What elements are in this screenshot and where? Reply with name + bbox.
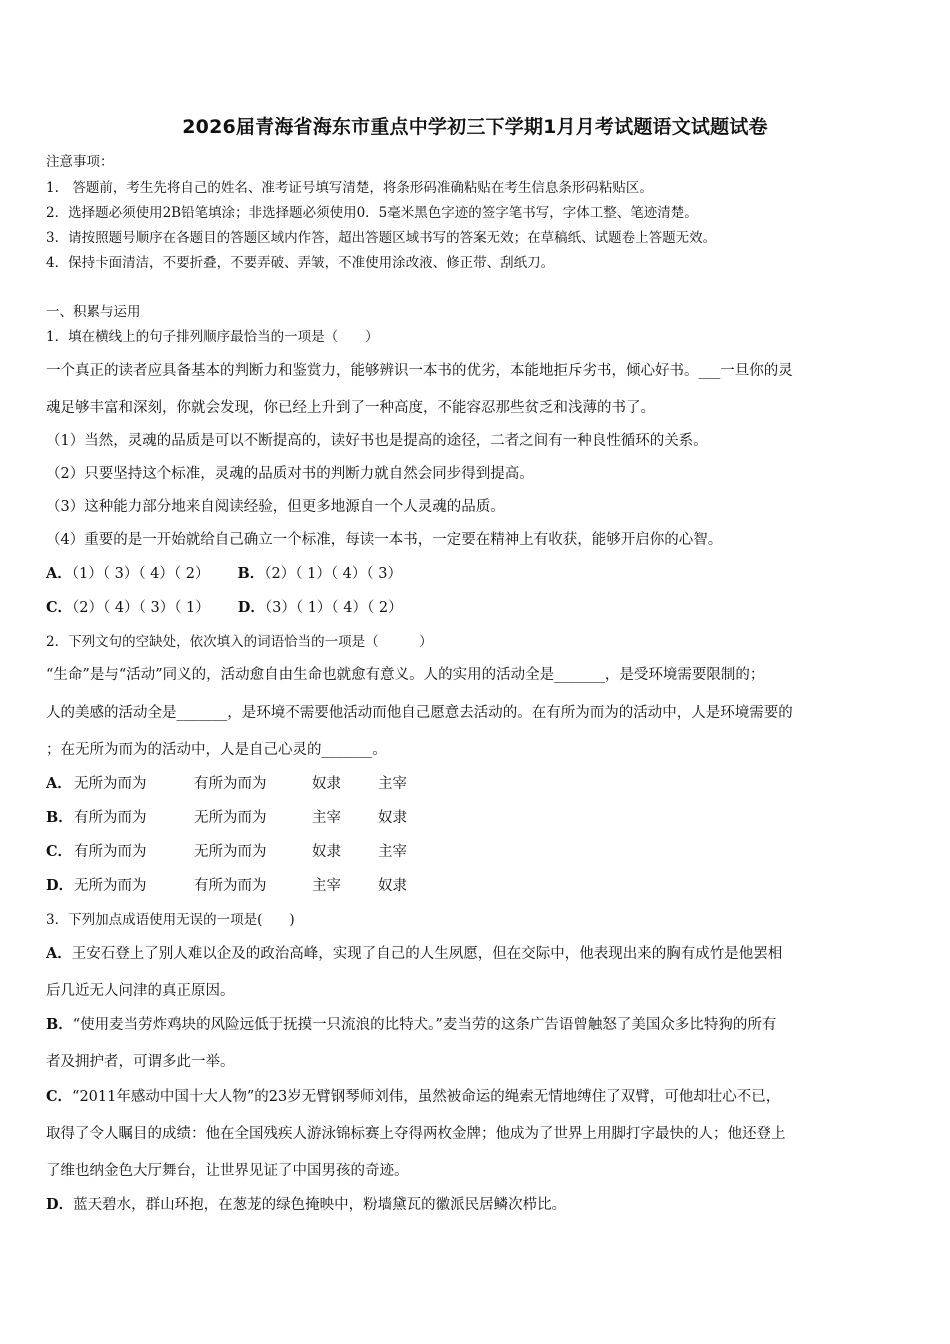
notice-item: 3．请按照题号顺序在各题目的答题区域内作答，超出答题区域书写的答案无效；在草稿纸、试题卷上答题无效。: [46, 230, 717, 246]
option-a-text: 王安石登上了别人难以企及的政治高峰，实现了自己的人生夙愿，但在交际中，他表现出来的胸有成竹是他罢相: [71, 946, 783, 962]
q3-option-b-cont: 者及拥护者，可谓多此一举。: [46, 1054, 235, 1070]
q2-stem: 2．下列文句的空缺处，依次填入的词语恰当的一项是（ ）: [46, 634, 433, 650]
notice-item: 4．保持卡面清洁，不要折叠，不要弄破、弄皱，不准使用涂改液、修正带、刮纸刀。: [46, 255, 555, 271]
option-word: 无所为而为: [194, 810, 267, 826]
option-label: D．: [46, 877, 74, 894]
option-d-text: 蓝天碧水，群山环抱，在葱茏的绿色掩映中，粉墙黛瓦的徽派民居鳞次栉比。: [73, 1197, 567, 1213]
option-word: 奴隶: [312, 776, 341, 792]
option-b-text: “使用麦当劳炸鸡块的风险远低于抚摸一只流浪的比特犬。”麦当劳的这条广告语曾触怒了美国众多比特狗的所有: [72, 1017, 777, 1033]
q2-passage-line: ；在无所为而为的活动中，人是自己心灵的_______。: [46, 742, 387, 758]
option-label: D．: [46, 1196, 74, 1213]
q2-option-row: [46, 774, 906, 794]
q1-passage-line: 一个真正的读者应具备基本的判断力和鉴赏力，能够辨识一本书的优劣，本能地拒斥劣书，倾心好书。___一旦你的灵: [46, 363, 793, 379]
option-word: 有所为而为: [194, 776, 267, 792]
option-label: C．: [46, 843, 73, 860]
exam-title: 2026届青海省海东市重点中学初三下学期1月月考试题语文试题试卷: [182, 116, 768, 138]
option-word: 奴隶: [378, 878, 407, 894]
q2-passage-line: 人的美感的活动全是_______，是环境不需要他活动而他自己愿意去活动的。在有所为而为的活动中，人是环境需要的: [46, 705, 793, 721]
q1-options-row: [46, 598, 906, 618]
q3-option-a-line: [46, 944, 906, 964]
option-word: 有所为而为: [74, 810, 147, 826]
q3-option-c-cont: 取得了令人瞩目的成绩：他在全国残疾人游泳锦标赛上夺得两枚金牌；他成为了世界上用脚打字最快的人；他还登上: [46, 1126, 786, 1142]
option-word: 无所为而为: [194, 844, 267, 860]
option-label: B．: [46, 809, 73, 826]
q1-sentence: （2）只要坚持这个标准，灵魂的品质对书的判断力就自然会同步得到提高。: [46, 466, 534, 482]
q3-stem: 3．下列加点成语使用无误的一项是( ): [46, 912, 295, 928]
option-word: 主宰: [312, 810, 341, 826]
q1-sentence: （1）当然，灵魂的品质是可以不断提高的，读好书也是提高的途径，二者之间有一种良性循环的关系。: [46, 433, 708, 449]
option-c-text: “2011年感动中国十大人物”的23岁无臂钢琴师刘伟，虽然被命运的绳索无情地缚住了双臂，可他却壮心不已，: [72, 1089, 781, 1105]
option-label: B．: [46, 1016, 73, 1033]
option-d: （3）（ 1）（ 4）（ 2）: [264, 600, 403, 616]
q1-options-row: [46, 564, 906, 584]
option-label: A．: [46, 775, 72, 792]
q2-option-row: [46, 842, 906, 862]
option-word: 有所为而为: [194, 878, 267, 894]
option-c: （2）（ 4）（ 3）（ 1）: [72, 600, 210, 616]
option-label: A．: [46, 565, 72, 582]
option-label: C．: [46, 1088, 73, 1105]
option-word: 主宰: [312, 878, 341, 894]
option-word: 无所为而为: [74, 878, 147, 894]
option-label: A．: [46, 945, 72, 962]
option-label: B．: [237, 565, 265, 582]
q1-passage-line: 魂足够丰富和深刻，你就会发现，你已经上升到了一种高度，不能容忍那些贫乏和浅薄的书了。: [46, 400, 655, 416]
option-word: 无所为而为: [74, 776, 147, 792]
option-word: 主宰: [378, 844, 407, 860]
option-label: D．: [237, 599, 265, 616]
q1-sentence: （4）重要的是一开始就给自己确立一个标准，每读一本书，一定要在精神上有收获，能够开启你的心智。: [46, 532, 723, 548]
q3-option-a-cont: 后几近无人问津的真正原因。: [46, 983, 235, 999]
notice-item: 1. 答题前，考生先将自己的姓名、准考证号填写清楚，将条形码准确粘贴在考生信息条形码粘贴区。: [46, 180, 653, 196]
q1-sentence: （3）这种能力部分地来自阅读经验，但更多地源自一个人灵魂的品质。: [46, 499, 505, 515]
q3-option-c-cont: 了维也纳金色大厅舞台，让世界见证了中国男孩的奇迹。: [46, 1163, 409, 1179]
section-heading: 一、积累与运用: [46, 304, 141, 320]
q2-passage-line: “生命”是与“活动”同义的，活动愈自由生命也就愈有意义。人的实用的活动全是_______，是受环境需要限制的；: [46, 667, 765, 683]
option-label: C．: [46, 599, 73, 616]
q3-option-b-line: [46, 1015, 906, 1035]
notice-item: 2．选择题必须使用2B铅笔填涂；非选择题必须使用0．5毫米黑色字迹的签字笔书写，字体工整、笔迹清楚。: [46, 205, 698, 221]
notice-heading: 注意事项：: [46, 154, 114, 170]
q1-stem: 1．填在横线上的句子排列顺序最恰当的一项是（ ）: [46, 329, 379, 345]
option-b: （2）（ 1）（ 4）（ 3）: [264, 566, 402, 582]
option-word: 奴隶: [312, 844, 341, 860]
option-a: （1）（ 3）（ 4）（ 2）: [71, 566, 210, 582]
option-word: 有所为而为: [74, 844, 147, 860]
option-word: 奴隶: [378, 810, 407, 826]
q2-option-row: [46, 876, 906, 896]
q3-option-c-line: [46, 1087, 906, 1107]
q2-option-row: [46, 808, 906, 828]
q3-option-d-line: [46, 1195, 906, 1215]
option-word: 主宰: [378, 776, 407, 792]
